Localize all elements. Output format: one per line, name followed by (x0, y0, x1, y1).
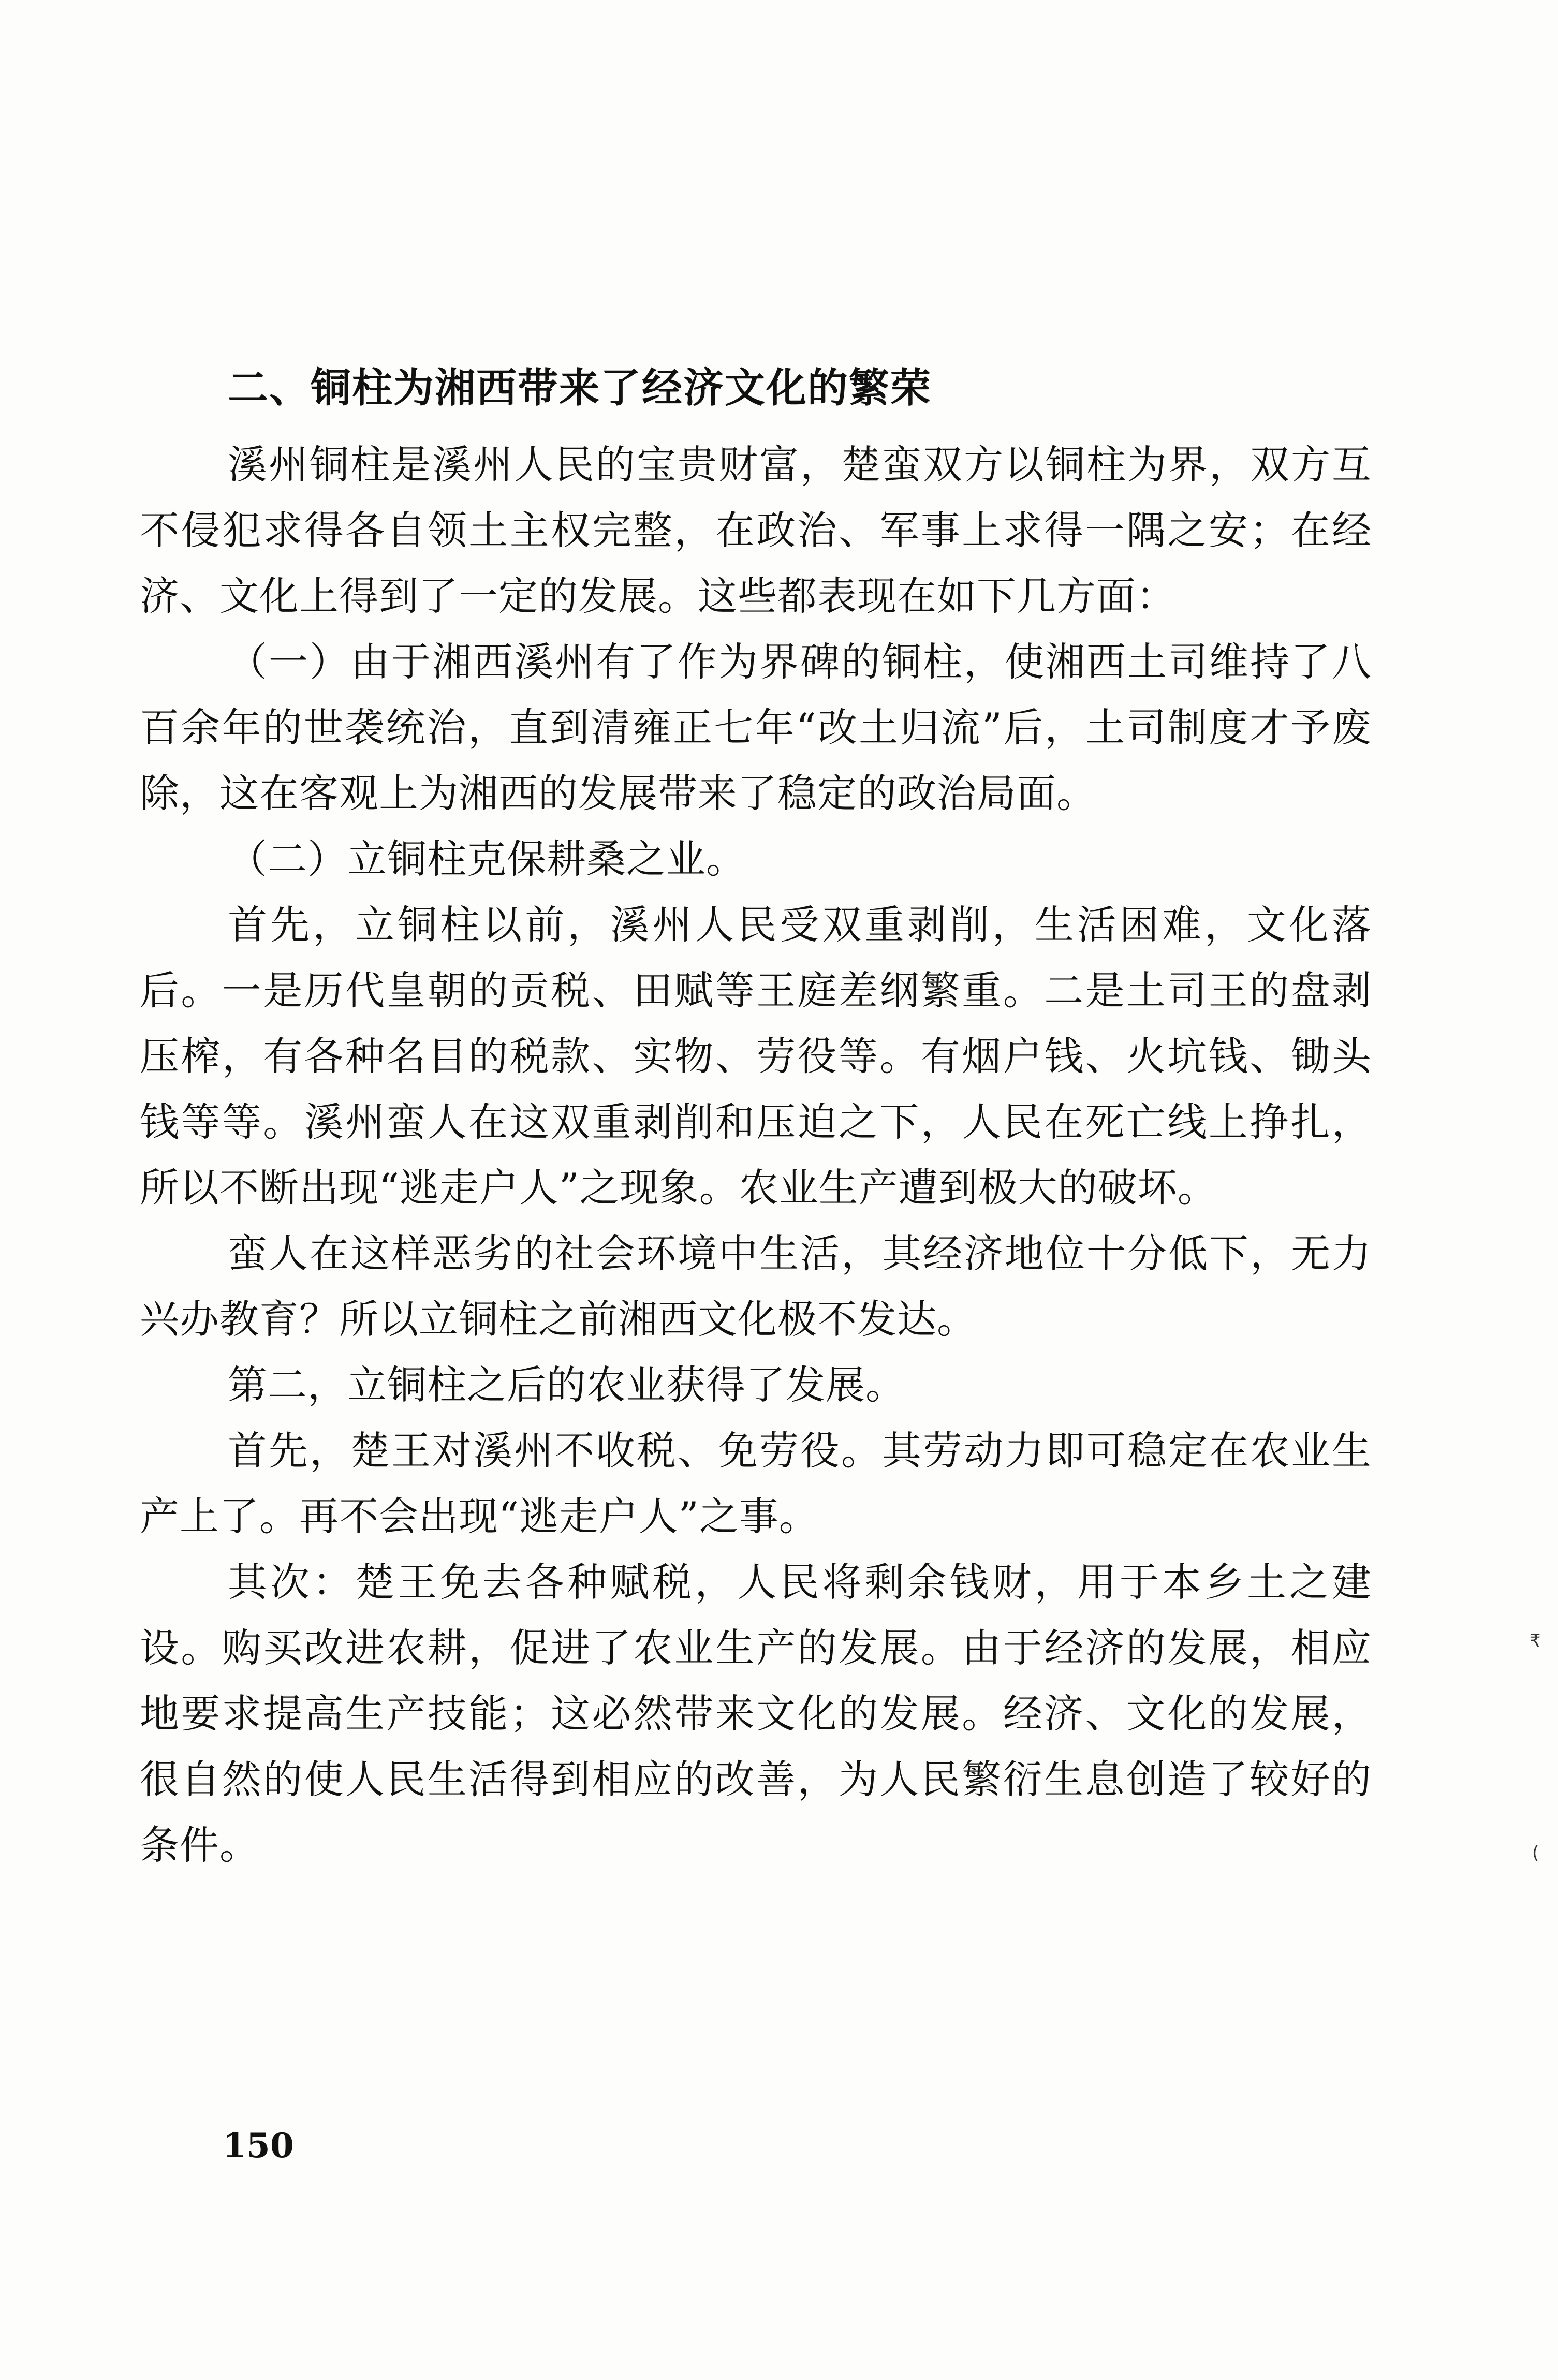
page-body (140, 362, 1372, 1878)
paragraph-4: 首先，立铜柱以前，溪州人民受双重剥削，生活困难，文化落后。一是历代皇朝的贡税、田赋等王庭差纲繁重。二是土司王的盘剥压榨，有各种名目的税款、实物、劳役等。有烟户钱、火坑钱、锄头钱等等。溪州蛮人在这双重剥削和压迫之下，人民在死亡线上挣扎，所以不断出现“逃走户人”之现象。农业生产遭到极大的破坏。 (140, 902, 1372, 1211)
paragraph-3: （二）立铜柱克保耕桑之业。 (228, 836, 746, 882)
paragraph-8: 其次：楚王免去各种赋税，人民将剩余钱财，用于本乡土之建设。购买改进农耕，促进了农业生产的发展。由于经济的发展，相应地要求提高生产技能；这必然带来文化的发展。经济、文化的发展，很自然的使人民生活得到相应的改善，为人民繁衍生息创造了较好的条件。 (140, 1559, 1372, 1868)
paragraph-1: 溪州铜柱是溪州人民的宝贵财富，楚蛮双方以铜柱为界，双方互不侵犯求得各自领土主权完整，在政治、军事上求得一隅之安；在经济、文化上得到了一定的发展。这些都表现在如下几方面： (140, 442, 1372, 619)
section-heading: 二、铜柱为湘西带来了经济文化的繁荣 (228, 365, 932, 412)
margin-mark-1: ₹ (1530, 1630, 1541, 1651)
paragraph-2: （一）由于湘西溪州有了作为界碑的铜柱，使湘西土司维持了八百余年的世袭统治，直到清雍正七年“改土归流”后，土司制度才予废除，这在客观上为湘西的发展带来了稳定的政治局面。 (140, 639, 1372, 816)
margin-mark-2: ( (1532, 1843, 1539, 1863)
paragraph-5: 蛮人在这样恶劣的社会环境中生活，其经济地位十分低下，无力兴办教育？所以立铜柱之前湘西文化极不发达。 (140, 1230, 1372, 1342)
paragraph-6: 第二，立铜柱之后的农业获得了发展。 (228, 1362, 905, 1408)
page-number: 150 (223, 2125, 294, 2166)
paragraph-7: 首先，楚王对溪州不收税、免劳役。其劳动力即可稳定在农业生产上了。再不会出现“逃走户人”之事。 (140, 1428, 1372, 1539)
